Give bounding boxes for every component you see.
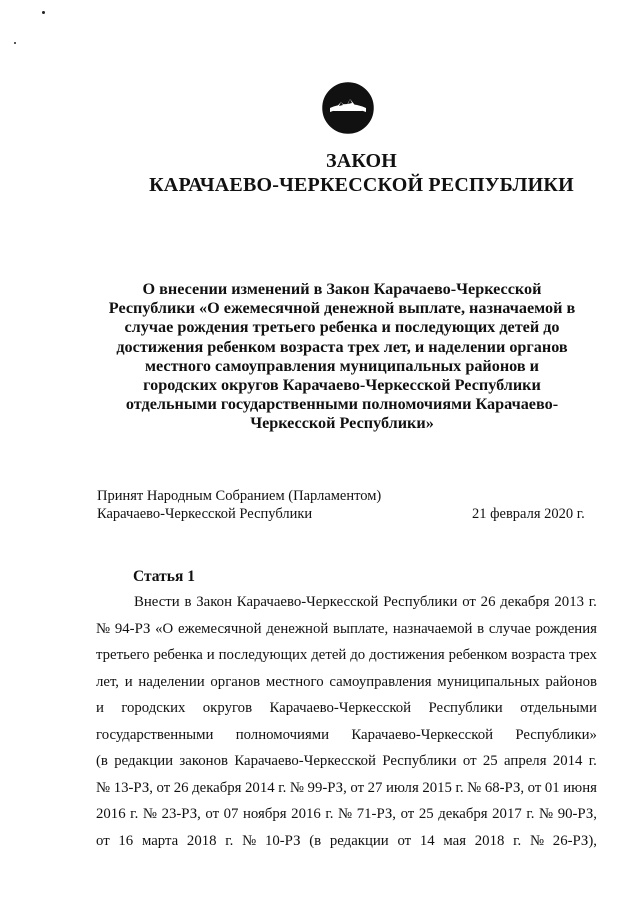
adoption-line-1: Принят Народным Собранием (Парламентом) <box>97 488 382 504</box>
article-line: государственными полномочиями Карачаево-Черкесской Республики» <box>96 726 597 743</box>
subtitle-line: Черкесской Республики» <box>250 414 434 433</box>
scan-speck <box>14 42 16 44</box>
scan-speck <box>42 11 45 14</box>
article-line: и городских округов Карачаево-Черкесской Республики отдельными <box>96 700 597 716</box>
article-line: № 13-РЗ, от 26 декабря 2014 г. № 99-РЗ, от 27 июля 2015 г. № 68-РЗ, от 01 июня <box>96 779 597 796</box>
coat-of-arms-icon <box>319 78 377 136</box>
subtitle-line: местного самоуправления муниципальных районов и <box>145 356 539 375</box>
article-line: № 94-РЗ «О ежемесячной денежной выплате, назначаемой в случае рождения <box>96 620 597 637</box>
subtitle-line: случае рождения третьего ребенка и последующих детей до <box>124 318 560 337</box>
subtitle-line: городских округов Карачаево-Черкесской Республики <box>143 376 541 395</box>
subtitle-line: О внесении изменений в Закон Карачаево-Черкесской <box>142 280 542 298</box>
article-title: Статья 1 <box>133 568 195 585</box>
subtitle-line: достижения ребенком возраста трех лет, и наделении органов <box>116 337 568 356</box>
article-line: 2016 г. № 23-РЗ, от 07 ноября 2016 г. № 71-РЗ, от 25 декабря 2017 г. № 90-РЗ, <box>96 806 597 822</box>
article-line: лет, и наделении органов местного самоуправления муниципальных районов <box>96 673 597 690</box>
adoption-date: 21 февраля 2020 г. <box>472 506 585 522</box>
subtitle-line: отдельными государственными полномочиями Карачаево- <box>125 395 559 414</box>
law-subtitle <box>92 280 592 434</box>
article-line: от 16 марта 2018 г. № 10-РЗ (в редакции от 14 мая 2018 г. № 26-РЗ), <box>96 832 597 849</box>
republic-heading: КАРАЧАЕВО-ЧЕРКЕССКОЙ РЕСПУБЛИКИ <box>149 174 574 196</box>
adoption-line-2: Карачаево-Черкесской Республики <box>97 506 313 522</box>
article-line: (в редакции законов Карачаево-Черкесской Республики от 25 апреля 2014 г. <box>96 753 597 769</box>
article-line: третьего ребенка и последующих детей до достижения ребенком возраста трех <box>96 647 597 663</box>
subtitle-line: Республики «О ежемесячной денежной выплате, назначаемой в <box>108 299 576 318</box>
law-heading: ЗАКОН <box>325 150 398 172</box>
article-line: Внести в Закон Карачаево-Черкесской Республики от 26 декабря 2013 г. <box>134 594 597 610</box>
article-body <box>96 589 597 854</box>
